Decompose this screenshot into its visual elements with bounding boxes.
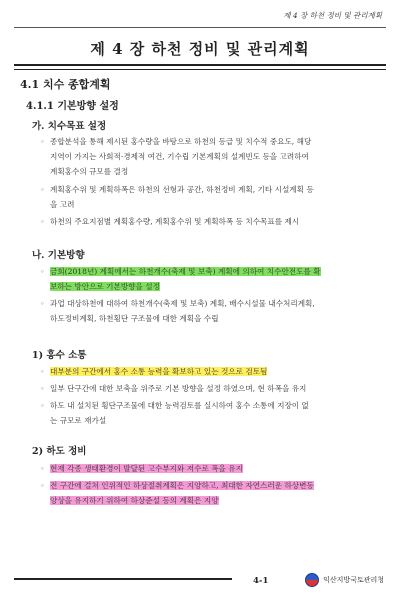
chapter-double-rule xyxy=(14,64,386,70)
bullet-icon: ◦ xyxy=(40,299,45,308)
highlighted-text: 대부분의 구간에서 홍수 소통 능력을 확보하고 있는 것으로 검토됨 xyxy=(50,367,268,376)
bullet-icon: ◦ xyxy=(40,267,45,276)
highlighted-text: 전 구간에 걸쳐 인위적인 하상절취계획은 지양하고, 최대한 자연스러운 하상변동 xyxy=(50,481,314,490)
ministry-logo-icon xyxy=(305,573,319,587)
paragraph xyxy=(50,381,375,396)
paragraph xyxy=(50,296,375,326)
bullet-icon: ◦ xyxy=(40,185,45,194)
bullet-icon: ◦ xyxy=(40,401,45,410)
paragraph-line: 하도정비계획, 하천횡단 구조물에 대한 계획을 수립 xyxy=(50,314,219,323)
section-4-1-1-title: 4.1.1 기본방향 설정 xyxy=(26,101,119,112)
paragraph-line: 종합분석을 통해 제시된 홍수량을 바탕으로 하천의 등급 및 치수적 중요도, 해당 xyxy=(50,137,312,146)
paragraph xyxy=(50,398,375,428)
paragraph xyxy=(50,264,375,294)
organization-mark xyxy=(305,573,384,587)
paragraph-line: 일부 단구간에 대한 보축을 위주로 기본 방향을 설정 하였으며, 현 하폭을 유지 xyxy=(50,384,307,393)
highlighted-text: 금회(2018년) 계획에서는 하천개수(축제 및 보축) 계획에 의하여 치수안전도를 확 xyxy=(50,267,321,276)
paragraph-line: 을 고려 xyxy=(50,200,75,209)
section-4-1-title: 4.1 치수 종합계획 xyxy=(20,78,111,91)
paragraph xyxy=(50,214,375,229)
paragraph xyxy=(50,182,375,212)
paragraph-line: 과업 대상하천에 대하여 하천개수(축제 및 보축) 계획, 배수시설물 내수처리계획, xyxy=(50,299,315,308)
paragraph xyxy=(50,364,375,379)
paragraph xyxy=(50,478,375,508)
subsection-na-title: 나. 기본방향 xyxy=(32,250,85,261)
organization-name: 익산지방국토관리청 xyxy=(323,576,384,584)
paragraph-line: 하도 내 설치된 횡단구조물에 대한 능력검토를 실시하여 홍수 소통에 지장이 없 xyxy=(50,401,309,410)
chapter-title: 제 4 장 하천 정비 및 관리계획 xyxy=(90,40,310,58)
subsection-ga-title: 가. 치수목표 설정 xyxy=(32,121,107,132)
subsection-1-title: 1) 홍수 소통 xyxy=(32,350,87,361)
highlighted-text: 현재 각종 생태환경이 발달된 고수부지와 저수로 폭을 유지 xyxy=(50,464,243,473)
bullet-icon: ◦ xyxy=(40,384,45,393)
highlighted-text: 양상을 유지하기 위하여 하상준설 등의 계획은 지양 xyxy=(50,496,219,505)
running-header: 제 4 장 하천 정비 및 관리계획 xyxy=(283,11,382,20)
bullet-icon: ◦ xyxy=(40,464,45,473)
subsection-2-title: 2) 하도 정비 xyxy=(32,446,87,457)
header-rule xyxy=(14,27,386,28)
paragraph-line: 지역이 가지는 사회적·경제적 여건, 기수립 기본계획의 설계빈도 등을 고려하여 xyxy=(50,152,309,161)
paragraph-line: 계획홍수위 및 계획하폭은 하천의 선형과 공간, 하천정비 계획, 기타 시설계획 등 xyxy=(50,185,314,194)
bullet-icon: ◦ xyxy=(40,137,45,146)
paragraph xyxy=(50,461,375,476)
bullet-icon: ◦ xyxy=(40,217,45,226)
bullet-icon: ◦ xyxy=(40,481,45,490)
paragraph-line: 는 규모로 재가설 xyxy=(50,416,107,425)
page-number: 4-1 xyxy=(253,576,269,586)
paragraph-line: 하천의 주요지점별 계획홍수량, 계획홍수위 및 계획하폭 등 치수목표를 제시 xyxy=(50,217,300,226)
bullet-icon: ◦ xyxy=(40,367,45,376)
footer-rule xyxy=(14,578,232,580)
paragraph xyxy=(50,134,375,179)
highlighted-text: 보하는 방안으로 기본방향을 설정 xyxy=(50,282,160,291)
paragraph-line: 계획홍수의 규모를 결정 xyxy=(50,167,129,176)
